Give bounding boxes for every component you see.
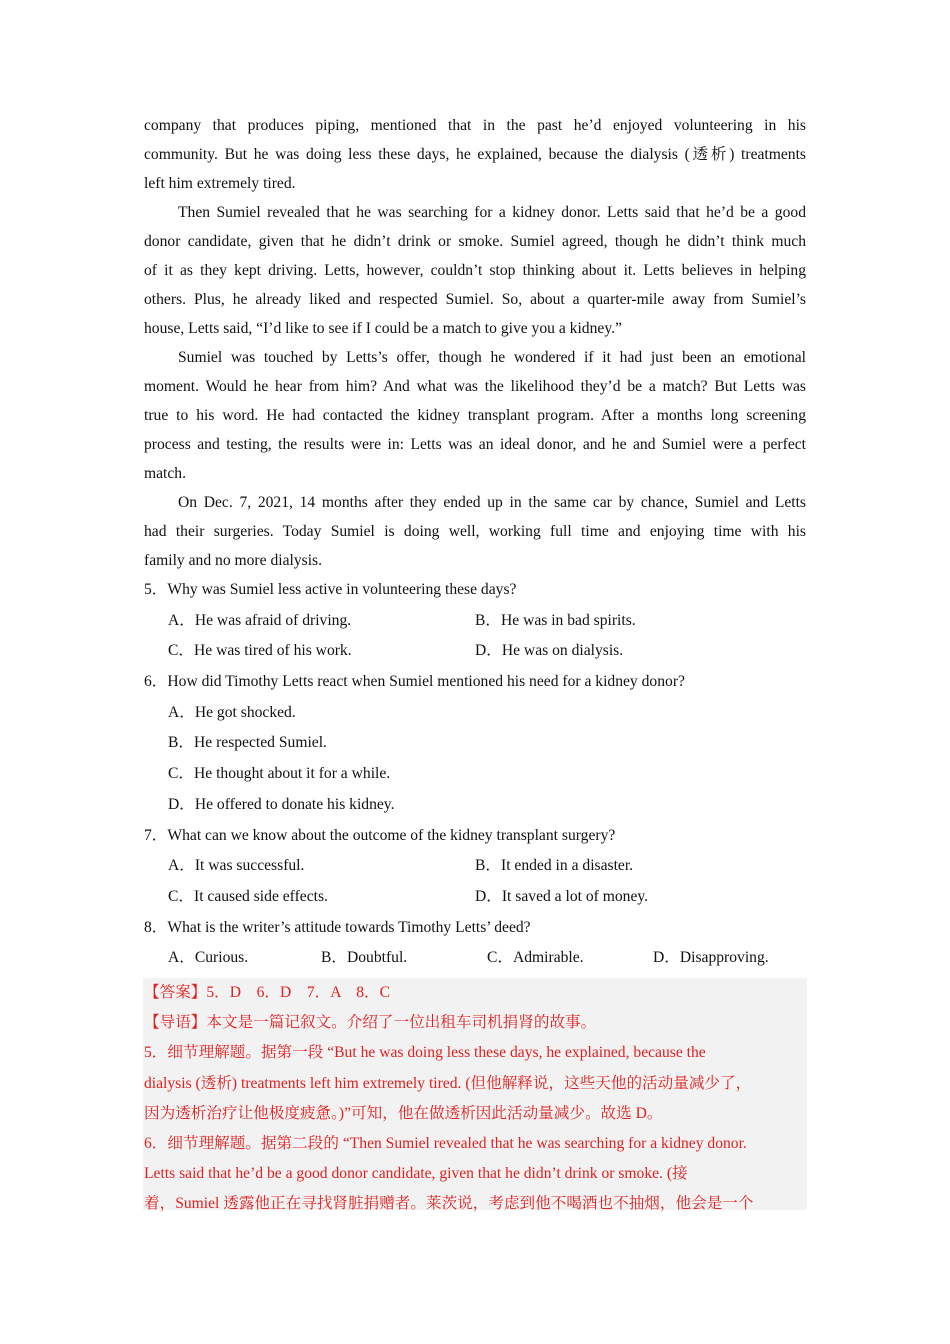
answer-option: D．Disapproving. (653, 949, 769, 967)
option-row (144, 636, 806, 667)
passage-line: community. But he was doing less these days, he explained, because the dialysis (透析) treatments (144, 146, 806, 163)
question-stem: 7．What can we know about the outcome of the kidney transplant surgery? (144, 826, 616, 844)
answer-option: D．It saved a lot of money. (475, 887, 649, 905)
answer-option: D．He offered to donate his kidney. (168, 795, 395, 813)
passage-line: left him extremely tired. (144, 175, 296, 192)
answer-line: 因为透析治疗让他极度疲惫。)”可知，他在做透析因此活动量减少。故选 D。 (144, 1104, 663, 1122)
answer-option: B．Doubtful. (321, 949, 408, 967)
answer-option: B．He respected Sumiel. (168, 734, 327, 752)
answer-option: A．He was afraid of driving. (168, 611, 352, 629)
option-row (144, 606, 806, 637)
question-stem: 5．Why was Sumiel less active in volunteering these days? (144, 581, 517, 598)
passage-line: Sumiel was touched by Letts’s offer, though he wondered if it had just been an emotional (178, 349, 806, 366)
question-stem: 8．What is the writer’s attitude towards Timothy Letts’ deed? (144, 918, 531, 936)
answer-line: 【导语】本文是一篇记叙文。介绍了一位出租车司机捐肾的故事。 (144, 1014, 597, 1032)
option-row (144, 943, 806, 974)
passage-line: house, Letts said, “I’d like to see if I could be a match to give you a kidney.” (144, 320, 622, 337)
answer-line: 着，Sumiel 透露他正在寻找肾脏捐赠者。莱茨说，考虑到他不喝酒也不抽烟，他会是一个 (144, 1195, 754, 1213)
passage-line: On Dec. 7, 2021, 14 months after they ended up in the same car by chance, Sumiel and Letts (178, 494, 806, 511)
answer-option: B．It ended in a disaster. (475, 857, 634, 875)
answer-line: 【答案】5．D 6．D 7．A 8．C (144, 984, 391, 1001)
passage-line: company that produces piping, mentioned that in the past he’d enjoyed volunteering in his (144, 117, 806, 134)
passage-line: Then Sumiel revealed that he was searching for a kidney donor. Letts said that he’d be a good (178, 204, 806, 221)
option-row (144, 759, 806, 790)
answer-option: D．He was on dialysis. (475, 642, 624, 660)
answer-option: C．It caused side effects. (168, 887, 328, 905)
answer-option: C．He thought about it for a while. (168, 765, 391, 783)
answer-option: B．He was in bad spirits. (475, 611, 636, 629)
answer-option: C．Admirable. (487, 949, 584, 967)
passage-line: process and testing, the results were in: Letts was an ideal donor, and he and Sumiel were a perfect (144, 436, 806, 453)
passage-line: of it as they kept driving. Letts, however, couldn’t stop thinking about it. Letts believes in helping (144, 262, 806, 279)
answer-option: A．It was successful. (168, 857, 305, 875)
option-row (144, 882, 806, 913)
questions (144, 575, 806, 974)
passage-line: had their surgeries. Today Sumiel is doing well, working full time and enjoying time with his (144, 523, 806, 540)
passage-line: family and no more dialysis. (144, 552, 322, 569)
answer-option: A．Curious. (168, 949, 249, 967)
answer-line: 5．细节理解题。据第一段 “But he was doing less these days, he explained, because the (144, 1044, 706, 1062)
answer-line: Letts said that he’d be a good donor candidate, given that he didn’t drink or smoke. (接 (144, 1165, 688, 1183)
answer-option: C．He was tired of his work. (168, 642, 352, 660)
answer-line: dialysis (透析) treatments left him extremely tired. (但他解释说，这些天他的活动量减少了， (144, 1074, 752, 1092)
option-row (144, 851, 806, 882)
option-row (144, 698, 806, 729)
passage-line: match. (144, 465, 186, 482)
answer-line: 6．细节理解题。据第二段的 “Then Sumiel revealed that he was searching for a kidney donor. (144, 1134, 747, 1152)
option-row (144, 790, 806, 821)
passage-line: true to his word. He had contacted the kidney transplant program. After a months long screening (144, 407, 806, 424)
passage-line: donor candidate, given that he didn’t drink or smoke. Sumiel agreed, though he didn’t think much (144, 233, 806, 250)
passage-line: others. Plus, he already liked and respected Sumiel. So, about a quarter-mile away from Sumiel’s (144, 291, 806, 308)
answer-option: A．He got shocked. (168, 703, 296, 721)
question-stem: 6．How did Timothy Letts react when Sumiel mentioned his need for a kidney donor? (144, 673, 685, 691)
answer-explanation (143, 978, 807, 1213)
passage (144, 111, 806, 575)
passage-line: moment. Would he hear from him? And what was the likelihood they’d be a match? But Letts was (144, 378, 806, 395)
option-row (144, 728, 806, 759)
